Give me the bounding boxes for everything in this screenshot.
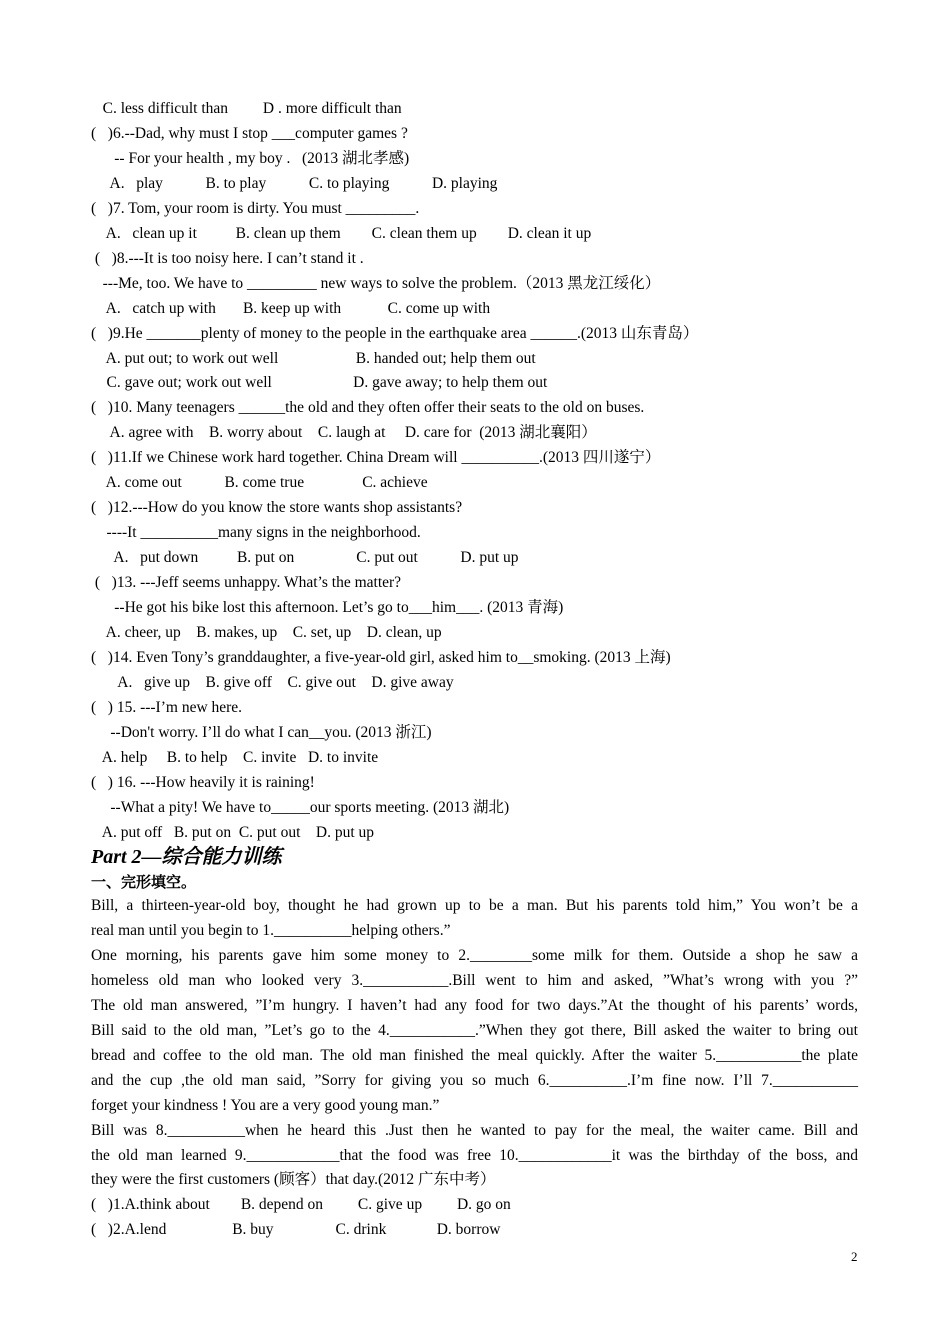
qa-line: --He got his bike lost this afternoon. Let’s go to___him___. (2013 青海)	[91, 599, 564, 616]
qa-line: A. give up B. give off C. give out D. give away	[91, 673, 454, 691]
qa-line: A. agree with B. worry about C. laugh at D. care for (2013 湖北襄阳）	[91, 424, 597, 442]
qa-line: ( )8.---It is too noisy here. I can’t stand it .	[91, 249, 364, 267]
part-heading: Part 2—综合能力训练	[91, 846, 282, 868]
qa-line: ( )9.He _______plenty of money to the people in the earthquake area ______.(2013 山东青岛）	[91, 324, 699, 342]
qa-line: A. help B. to help C. invite D. to invite	[91, 748, 379, 766]
passage-line: Bill was 8.__________when he heard this .Just then he wanted to pay for the meal, the waiter came. Bill and	[91, 1121, 858, 1139]
qa-line: A. put off B. put on C. put out D. put up	[91, 823, 375, 841]
qa-line: A. clean up it B. clean up them C. clean them up D. clean it up	[91, 224, 592, 242]
qa-line: --What a pity! We have to_____our sports meeting. (2013 湖北)	[91, 798, 510, 816]
qa-line: C. gave out; work out well D. gave away; to help them out	[91, 374, 548, 392]
qa-line: ( ) 16. ---How heavily it is raining!	[91, 773, 315, 791]
qa-line: ( )12.---How do you know the store wants shop assistants?	[91, 499, 463, 517]
qa-line: ( )11.If we Chinese work hard together. China Dream will __________.(2013 四川遂宁）	[91, 449, 661, 467]
passage-line: Bill, a thirteen-year-old boy, thought he had grown up to be a man. But his parents told him,” You won’t be a	[91, 897, 858, 914]
qa-line: ( )13. ---Jeff seems unhappy. What’s the matter?	[91, 574, 402, 592]
passage-line: Bill said to the old man, ”Let’s go to the 4.___________.”When they got there, Bill asked the waiter to bring out	[91, 1021, 858, 1039]
page-number: 2	[851, 1249, 858, 1264]
qa-line: A. play B. to play C. to playing D. playing	[91, 174, 498, 192]
passage-line: homeless old man who looked very 3.___________.Bill went to him and asked, ”What’s wrong with you ?”	[91, 971, 858, 989]
passage-line: One morning, his parents gave him some money to 2.________some milk for them. Outside a shop he saw a	[91, 946, 858, 964]
qa-line: A. put out; to work out well B. handed out; help them out	[91, 349, 536, 367]
qa-line: ( ) 15. ---I’m new here.	[91, 698, 243, 716]
passage-line: real man until you begin to 1.__________helping others.”	[91, 921, 451, 939]
passage-line: The old man answered, ”I’m hungry. I haven’t had any food for two days.”At the thought of his parents’ words,	[91, 996, 858, 1014]
passage-line: they were the first customers (顾客）that day.(2012 广东中考）	[91, 1171, 496, 1189]
qa-line: A. cheer, up B. makes, up C. set, up D. clean, up	[91, 623, 442, 641]
qb-line: ( )2.A.lend B. buy C. drink D. borrow	[91, 1220, 501, 1238]
qa-line: ( )6.--Dad, why must I stop ___computer games ?	[91, 124, 408, 142]
qa-line: A. put down B. put on C. put out D. put up	[91, 549, 519, 567]
qa-line: ( )7. Tom, your room is dirty. You must _________.	[91, 199, 420, 217]
qa-line: A. come out B. come true C. achieve	[91, 474, 428, 492]
qb-line: ( )1.A.think about B. depend on C. give up D. go on	[91, 1196, 511, 1213]
passage-line: bread and coffee to the old man. The old man finished the meal quickly. After the waiter 5.___________the plate	[91, 1046, 858, 1064]
qa-line: A. catch up with B. keep up with C. come up with	[91, 299, 491, 317]
passage-line: the old man learned 9.____________that the food was free 10.____________it was the birthday of the boss, and	[91, 1146, 858, 1164]
section-heading: 一、完形填空。	[91, 875, 197, 891]
passage-line: and the cup ,the old man said, ”Sorry for giving you so much 6.__________.I’m fine now. I’ll 7.___________	[91, 1071, 858, 1089]
qa-line: C. less difficult than D . more difficult than	[91, 100, 402, 117]
qa-line: -- For your health , my boy . (2013 湖北孝感)	[91, 149, 410, 167]
qa-line: ---Me, too. We have to _________ new ways to solve the problem.（2013 黑龙江绥化）	[91, 274, 661, 292]
passage-line: forget your kindness ! You are a very good young man.”	[91, 1096, 440, 1114]
qa-line: ( )10. Many teenagers ______the old and they often offer their seats to the old on buses.	[91, 399, 645, 417]
qa-line: ----It __________many signs in the neighborhood.	[91, 524, 421, 542]
qa-line: --Don't worry. I’ll do what I can__you. (2013 浙江)	[91, 723, 432, 741]
qa-line: ( )14. Even Tony’s granddaughter, a five-year-old girl, asked him to__smoking. (2013 上海)	[91, 648, 671, 666]
